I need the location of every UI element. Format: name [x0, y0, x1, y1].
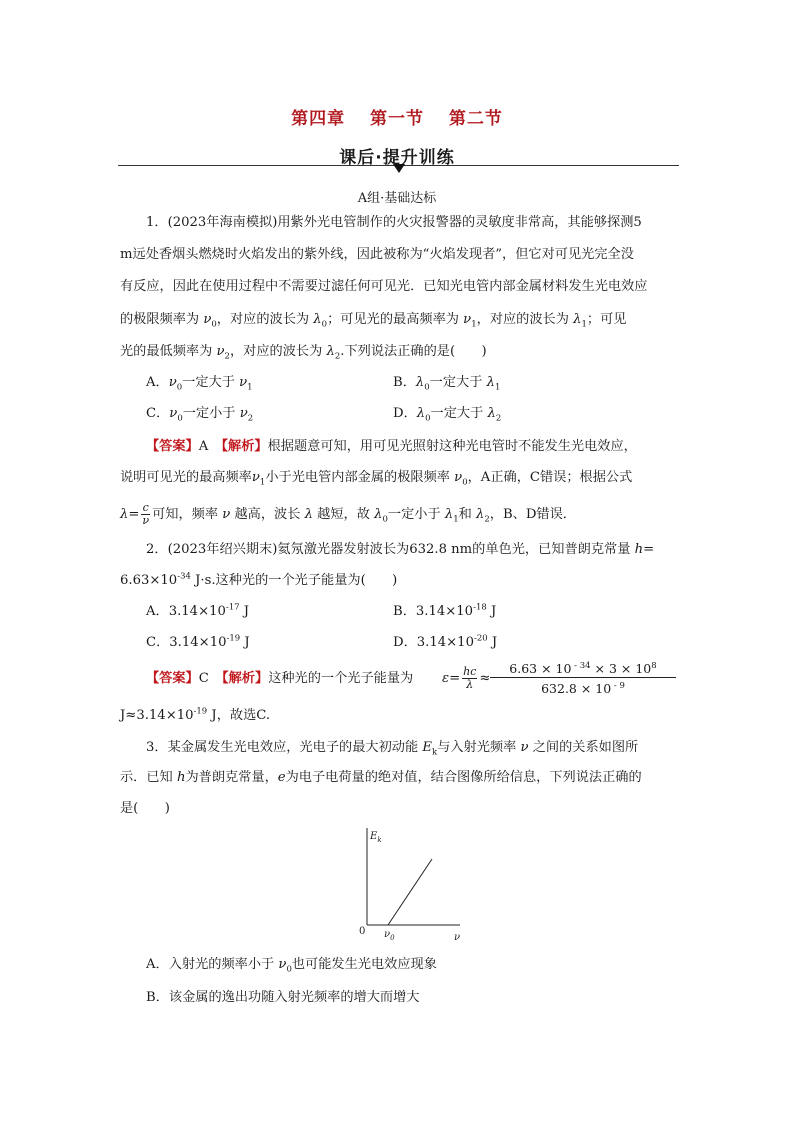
- q1-line-1: 1．(2023年海南模拟)用紫外光电管制作的火灾报警器的灵敏度非常高，其能够探测5: [146, 215, 642, 230]
- answer-tag: 【答案】: [146, 671, 199, 686]
- q2-line-1: 2．(2023年绍兴期末)氦氖激光器发射波长为632.8 nm的单色光，已知普朗克常量 h=: [146, 542, 655, 557]
- answer-tag: 【答案】: [146, 439, 199, 454]
- fraction-numerator: 6.63 × 10 $^{- 34} \times 3 \times 10^8$: [490, 661, 676, 678]
- section-label-2: 第二节: [448, 109, 503, 129]
- q2-option-b[interactable]: B．$3.14\times 10^{-18}$ J: [393, 602, 497, 619]
- chapter-heading: [0, 104, 794, 129]
- divider-triangle-icon: [393, 164, 405, 173]
- y-axis-label: $E_k$: [370, 831, 382, 844]
- chapter-label: 第四章: [291, 109, 346, 129]
- q2-option-c[interactable]: C．$3.14\times 10^{-19}$ J: [146, 633, 250, 650]
- graph-svg: [340, 822, 470, 947]
- q1-analysis-line-2: 说明可见光的最高频率$\nu_1$小于光电管内部金属的极限频率 $\nu_0$，A正确，C错误；根据公式: [120, 470, 633, 488]
- q2-energy-formula: ε= $\frac{hc}{\lambda}$ ≈: [442, 665, 491, 691]
- q2-line-2: $6.63\times 10^{-34}$ J·s.这种光的一个光子能量为( ): [120, 571, 398, 588]
- analysis-tag: 【解析】: [222, 671, 269, 686]
- analysis-tag: 【解析】: [221, 439, 268, 454]
- answer-value: A: [198, 439, 209, 454]
- q3-line-3: 是( ): [120, 801, 170, 816]
- q3-line-1: 3．某金属发生光电效应，光电子的最大初动能 $E_k$与入射光频率 ν 之间的关系如图所: [146, 740, 639, 758]
- q2-answer-line: 【答案】C 【解析】这种光的一个光子能量为: [146, 671, 414, 686]
- q2-option-d[interactable]: D．$3.14\times 10^{-20}$ J: [393, 633, 498, 650]
- q1-option-b[interactable]: B．$\lambda_0$一定大于 $\lambda_1$: [393, 375, 501, 393]
- formula-fraction: $\frac{c}{\nu}$: [142, 501, 150, 527]
- group-title: A组·基础达标: [357, 191, 437, 206]
- q1-option-d[interactable]: D．$\lambda_0$一定大于 $\lambda_2$: [393, 406, 502, 424]
- q3-option-a[interactable]: A．入射光的频率小于 $\nu_0$也可能发生光电效应现象: [146, 957, 437, 975]
- q1-line-3: 有反应，因此在使用过程中不需要过滤任何可见光．已知光电管内部金属材料发生光电效应: [120, 279, 648, 294]
- q3-line-2: 示．已知 h为普朗克常量，e为电子电荷量的绝对值，结合图像所给信息，下列说法正确的: [120, 770, 642, 785]
- q2-analysis-line-2: $J\approx 3.14\times 10^{-19}$ J，故选C.: [120, 706, 271, 723]
- ek-line: [388, 859, 432, 925]
- ek-frequency-graph: [340, 822, 470, 951]
- q2-option-a[interactable]: A．$3.14\times 10^{-17}$ J: [146, 602, 250, 619]
- page-subtitle: 课后·提升训练: [339, 148, 455, 168]
- q2-numeric-fraction: [490, 661, 676, 696]
- section-label-1: 第一节: [370, 109, 424, 129]
- q1-analysis-line-3: λ= $\frac{c}{\nu}$ 可知，频率 ν 越高，波长 λ 越短，故 $\lambda_0$一定小于 $\lambda_1$和 $\lambda_2$，B、D错误．: [120, 501, 576, 527]
- q3-option-b[interactable]: B．该金属的逸出功随入射光频率的增大而增大: [146, 990, 420, 1005]
- q1-line-2: m远处香烟头燃烧时火焰发出的紫外线，因此被称为“火焰发现者”，但它对可见光完全没: [120, 247, 634, 262]
- origin-label: 0: [359, 926, 366, 937]
- q1-line-5: 光的最低频率为 $\nu_2$，对应的波长为 $\lambda_2$.下列说法正确的是( ): [120, 344, 487, 362]
- fraction-denominator: 632.8 × 10 $^{- 9}$: [541, 680, 625, 696]
- answer-value: C: [198, 671, 209, 686]
- x-axis-label: ν: [454, 932, 461, 943]
- q1-line-4: 的极限频率为 $\nu_0$，对应的波长为 $\lambda_0$；可见光的最高频率为 $\nu_1$，对应的波长为 $\lambda_1$；可见: [120, 312, 627, 330]
- q1-option-c[interactable]: C．$\nu_0$一定小于 $\nu_2$: [146, 406, 254, 424]
- q1-option-a[interactable]: A．$\nu_0$一定大于 $\nu_1$: [146, 375, 253, 393]
- q1-answer-line: 【答案】A 【解析】根据题意可知，用可见光照射这种光电管时不能发生光电效应，: [146, 439, 637, 454]
- x-tick-label: $\nu_0$: [384, 929, 395, 942]
